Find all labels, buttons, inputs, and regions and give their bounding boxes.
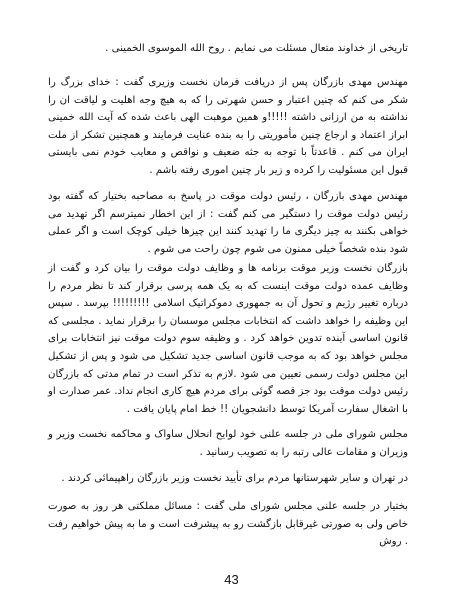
page-number: 43 xyxy=(224,572,239,587)
paragraph-bazargan-acceptance: مهندس مهدی بازرگان پس از دریافت فرمان نخست وزیری گفت : خدای بزرگ را شکر می کنم که چنین اعتبار و حسن شهرتی را که به هیچ وجه اهلیت و لیاقت ان را نداشته به من ارزانی داشته !!!!!و همین موهبت الهی باعث شده که آیت الله خمینی ابراز اعتماد و ارجاع چنین مأموریتی را به بنده عنایت فرمایند و همچنین تشکر از ملت ایران می کنم . قاعدتاً با توجه به جثه ضعیف و نواقص و معایب خودم نمی بایستی قبول این مسئولیت را کرده و زیر بار چنین اموری رفته باشم . xyxy=(48,77,408,176)
paragraph-bazargan-reply: مهندس مهدی بازرگان ، رئیس دولت موقت در پاسخ به مصاحبه بختیار که گفته بود رئیس دولت موقت را دستگیر می کنم گفت : از این اخطار نمیترسم اگر تهدید می خواهی بکنند به چیز دیگری ما را تهدید کنند این چیزها خیلی کوچک است و اگر عملی شود بنده شخصاً خیلی ممنون می شوم چون راحت می شوم . xyxy=(48,191,408,255)
paragraph-tehran-march: در تهران و سایر شهرستانها مردم برای تأیید نخست وزیر بازرگان راهپیمائی کردند . xyxy=(61,473,408,484)
paragraph-interim-government-program: بازرگان نخست وزیر موقت برنامه ها و وظایف دولت موقت را بیان کرد و گفت از وظایف عمده دولت موقت اینست که به یک همه پرسی برقرار کند تا نظر مردم را درباره تغییر رژیم و تحول آن به جمهوری دموکراتیک اسلامی !!!!!!!!! بپرسد . سپس این وظیفه را خواهد داشت که انتخابات مجلس موسسان را برقرار نماید . مجلسی که قانون اساسی آینده تدوین خواهد کرد . و وظیفه سوم دولت موقت نیز انتخابات برای مجلس خواهد بود که به موجب قانون اساسی جدید تشکیل می شود و پس از تشکیل این مجلس دولت رسمی تعیین می شود .لازم به تذکر است در تمام مدتی که بازرگان رئیس دولت موقت بود جز قصه گوئی برای مردم هیچ کاری انجام نداد. عمر صدارت او با اشغال سفارت آمریکا توسط دانشجویان !! خط امام پایان یافت . xyxy=(48,263,408,415)
paragraph-khomeini-closing: تاریخی از خداوند متعال مسئلت می نمایم . روح الله الموسوی الخمینی . xyxy=(105,43,408,54)
paragraph-bakhtiar-speech: بختیار در جلسه علنی مجلس شورای ملی گفت : مسائل مملکتی هر روز به صورت خاص ولی به صورتی غیرقابل بازگشت رو به پیشرفت است و ما به پیش خواهیم رفت . روش xyxy=(48,501,408,548)
paragraph-majlis-savak: مجلس شورای ملی در جلسه علنی خود لوایح انحلال ساواک و محاکمه نخست وزیر و وزیران و مقامات عالی رتبه را به تصویب رسانید . xyxy=(48,429,408,458)
